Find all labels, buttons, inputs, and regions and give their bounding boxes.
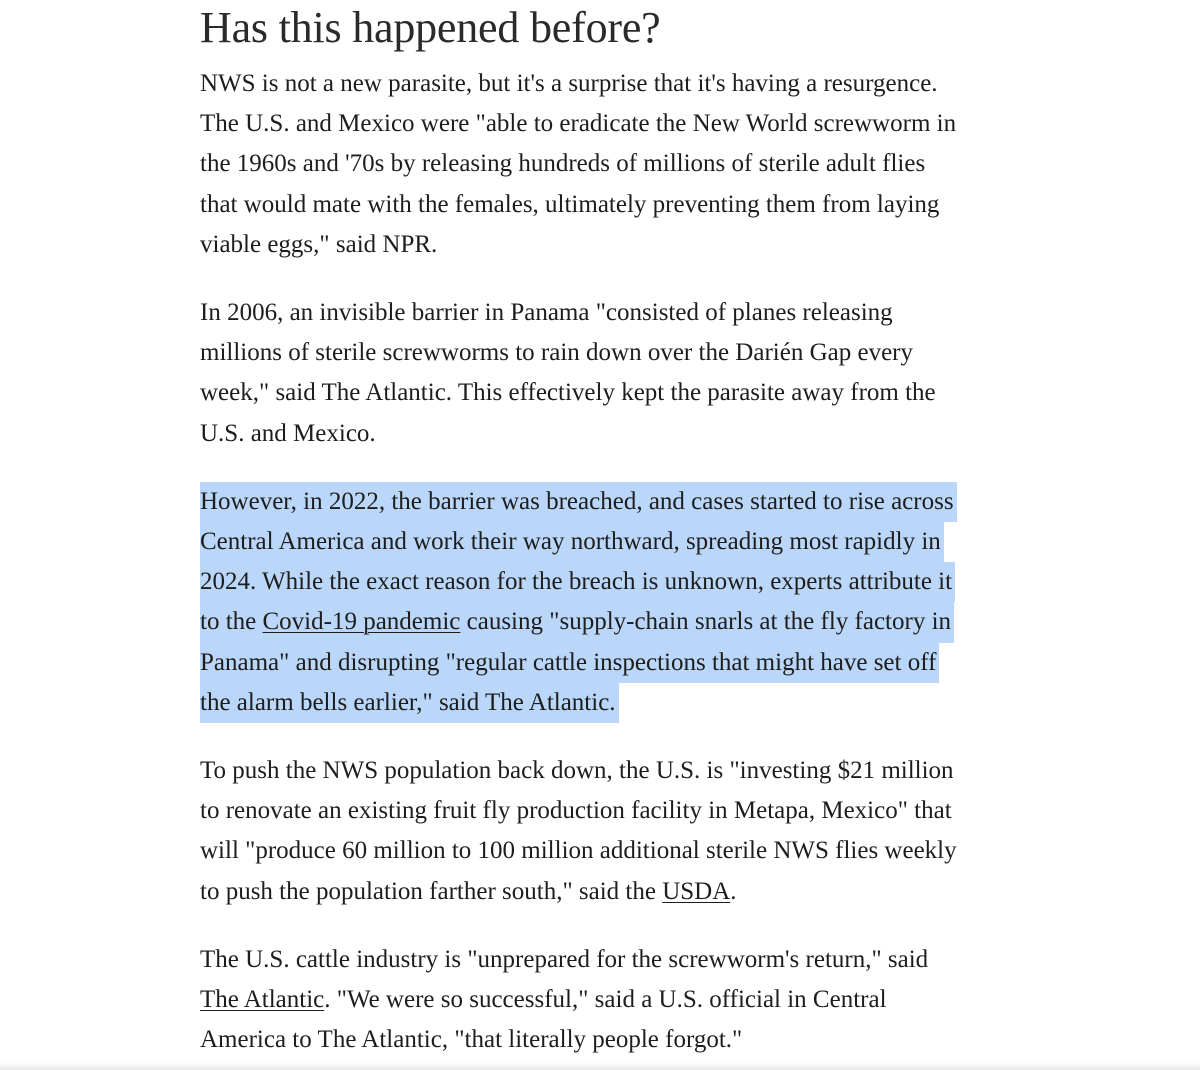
covid-pandemic-link[interactable]: Covid-19 pandemic bbox=[262, 608, 461, 636]
usda-link[interactable]: USDA bbox=[662, 877, 731, 905]
paragraph-text: to push the population farther south," said the bbox=[200, 877, 663, 905]
paragraph-breach-highlighted[interactable] bbox=[200, 482, 1020, 723]
highlighted-text[interactable]: Panama" and disrupting "regular cattle inspections that might have set off bbox=[200, 643, 939, 683]
highlighted-text[interactable]: the alarm bells earlier," said The Atlantic. bbox=[200, 683, 619, 723]
paragraph-usda-investment bbox=[200, 751, 1020, 912]
paragraph-text: . "We were so successful," said a U.S. official in Central bbox=[324, 986, 887, 1014]
page-bottom-edge bbox=[0, 1062, 1200, 1070]
paragraph-line: millions of sterile screwworms to rain down over the Darién Gap every bbox=[200, 339, 913, 367]
paragraph-line: the 1960s and '70s by releasing hundreds of millions of sterile adult flies bbox=[200, 150, 926, 178]
section-heading: Has this happened before? bbox=[200, 3, 661, 52]
highlighted-text-with-link[interactable] bbox=[200, 602, 954, 642]
paragraph-history bbox=[200, 64, 1020, 265]
paragraph-line-with-link bbox=[200, 980, 1020, 1020]
paragraph-barrier bbox=[200, 293, 1020, 454]
paragraph-line: that would mate with the females, ultimately preventing them from laying bbox=[200, 190, 940, 218]
highlighted-text: causing "supply-chain snarls at the fly factory in bbox=[460, 608, 952, 636]
highlighted-text: to the bbox=[200, 608, 263, 636]
highlighted-text[interactable]: 2024. While the exact reason for the breach is unknown, experts attribute it bbox=[200, 562, 955, 602]
article-body bbox=[200, 0, 1020, 1060]
highlighted-text[interactable]: Central America and work their way northward, spreading most rapidly in bbox=[200, 522, 944, 562]
paragraph-line: to renovate an existing fruit fly production facility in Metapa, Mexico" that bbox=[200, 797, 952, 825]
paragraph-line: viable eggs," said NPR. bbox=[200, 230, 438, 258]
paragraph-line: In 2006, an invisible barrier in Panama "consisted of planes releasing bbox=[200, 299, 893, 327]
paragraph-line: The U.S. cattle industry is "unprepared for the screwworm's return," said bbox=[200, 945, 929, 973]
paragraph-cattle-industry bbox=[200, 940, 1020, 1061]
paragraph-line: To push the NWS population back down, the U.S. is "investing $21 million bbox=[200, 757, 954, 785]
paragraph-line: U.S. and Mexico. bbox=[200, 419, 376, 447]
paragraph-line-with-link bbox=[200, 872, 1020, 912]
paragraph-line: will "produce 60 million to 100 million additional sterile NWS flies weekly bbox=[200, 837, 957, 865]
paragraph-line: week," said The Atlantic. This effectively kept the parasite away from the bbox=[200, 379, 936, 407]
paragraph-line: NWS is not a new parasite, but it's a surprise that it's having a resurgence. bbox=[200, 70, 938, 97]
highlighted-text[interactable]: However, in 2022, the barrier was breached, and cases started to rise across bbox=[200, 482, 957, 522]
the-atlantic-link[interactable]: The Atlantic bbox=[200, 986, 325, 1014]
paragraph-line: America to The Atlantic, "that literally people forgot." bbox=[200, 1026, 743, 1054]
paragraph-line: The U.S. and Mexico were "able to eradicate the New World screwworm in bbox=[200, 110, 957, 138]
paragraph-text: . bbox=[730, 877, 737, 905]
